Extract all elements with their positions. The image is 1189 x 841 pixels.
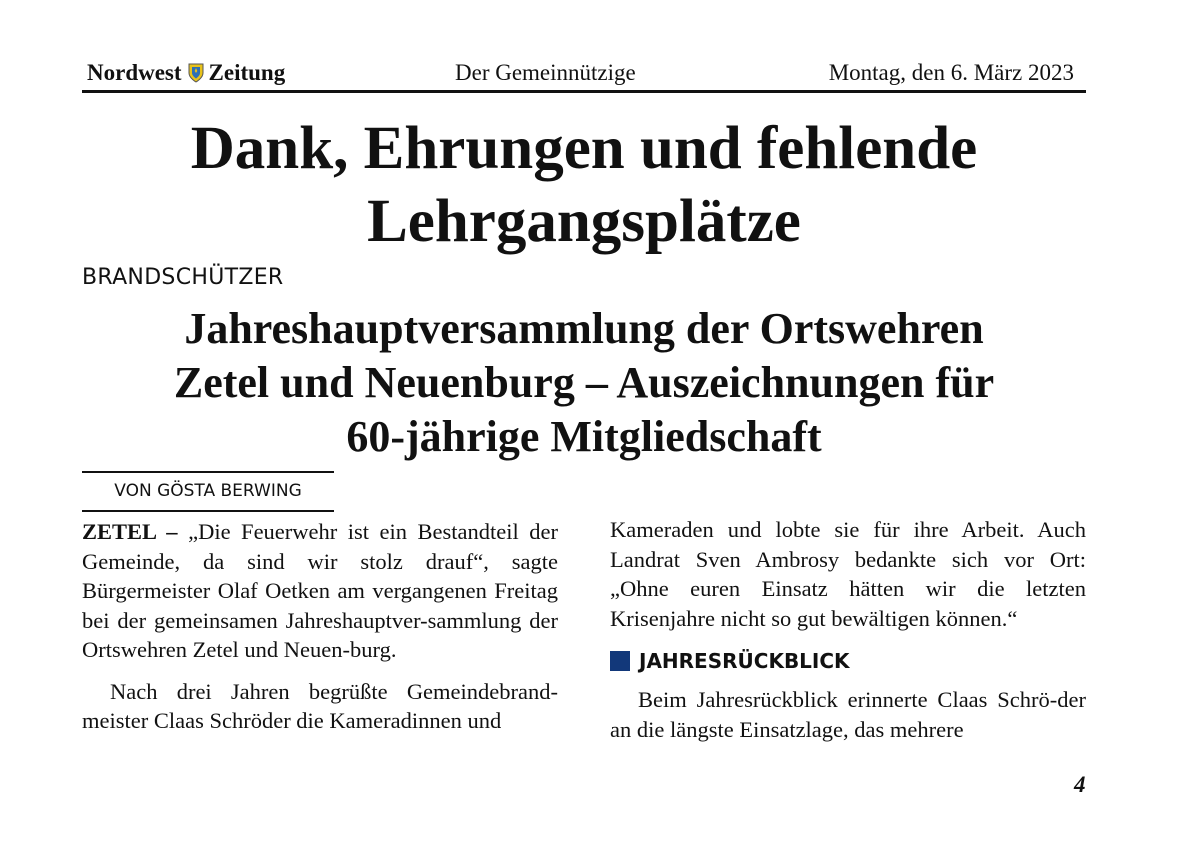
headline-line: Dank, Ehrungen und fehlende xyxy=(190,115,978,182)
masthead-rule xyxy=(82,90,1086,93)
text-line: burg. xyxy=(350,637,397,662)
text-line: Landrat Sven Ambrosy bedankte sich vor Ort: xyxy=(610,546,1086,572)
coat-of-arms-icon xyxy=(188,63,204,83)
newspaper-brand xyxy=(87,60,285,86)
brand-name-left: Nordwest xyxy=(87,60,182,85)
byline: VON GÖSTA BERWING xyxy=(114,481,302,501)
text-line: Beim Jahresrückblick erinnerte Claas Schrö- xyxy=(638,687,1058,712)
section-heading xyxy=(610,648,1086,674)
brand-name-right: Zeitung xyxy=(208,60,286,85)
square-marker-icon xyxy=(610,651,630,671)
article-column-left xyxy=(82,517,558,736)
page-number: 4 xyxy=(1074,772,1086,797)
article-column-right xyxy=(610,515,1086,744)
headline-line: Lehrgangsplätze xyxy=(367,188,801,255)
body-paragraph xyxy=(610,685,1086,744)
text-line: Nach drei Jahren begrüßte Gemeindebrand- xyxy=(110,678,558,704)
subheadline-line: Zetel und Neuenburg – Auszeichnungen für xyxy=(173,358,995,407)
section-name: Der Gemeinnützige xyxy=(455,60,636,85)
body-paragraph xyxy=(610,515,1086,633)
masthead xyxy=(82,58,1086,88)
text-line: Freitag bei der gemeinsamen Jahreshauptver- xyxy=(82,578,558,633)
section-heading-label: JAHRESRÜCKBLICK xyxy=(639,649,850,673)
text-line: Bürgermeister Olaf Oetken am vergangenen xyxy=(82,578,495,603)
issue-date: Montag, den 6. März 2023 xyxy=(828,60,1074,85)
body-paragraph xyxy=(82,517,558,665)
byline-rule-top xyxy=(82,471,334,473)
text-line: der Gemeinde, da sind wir stolz drauf“, sagte xyxy=(82,519,559,574)
subheadline-line: Jahreshauptversammlung der Ortswehren xyxy=(184,304,984,353)
text-line: „Die Feuerwehr ist ein Bestandteil xyxy=(188,519,530,544)
text-line: sammlung der Ortswehren Zetel und Neuen- xyxy=(82,607,558,662)
byline-rule-bottom xyxy=(82,510,334,512)
article-subheadline xyxy=(82,302,1086,464)
text-line: „Ohne euren Einsatz hätten wir die letzten xyxy=(610,576,1086,601)
text-line: Kameraden und lobte sie für ihre Arbeit. Auch xyxy=(610,517,1086,542)
article-headline xyxy=(82,112,1086,258)
text-line: Krisenjahre nicht so gut bewältigen können.“ xyxy=(610,605,1018,631)
article-kicker: BRANDSCHÜTZER xyxy=(82,265,284,290)
text-line: der an die längste Einsatzlage, das mehrere xyxy=(610,687,1086,742)
body-paragraph xyxy=(82,677,558,736)
subheadline-line: 60-jährige Mitgliedschaft xyxy=(346,412,822,461)
dateline: ZETEL – xyxy=(82,519,189,544)
text-line: meister Claas Schröder die Kameradinnen und xyxy=(82,708,502,733)
